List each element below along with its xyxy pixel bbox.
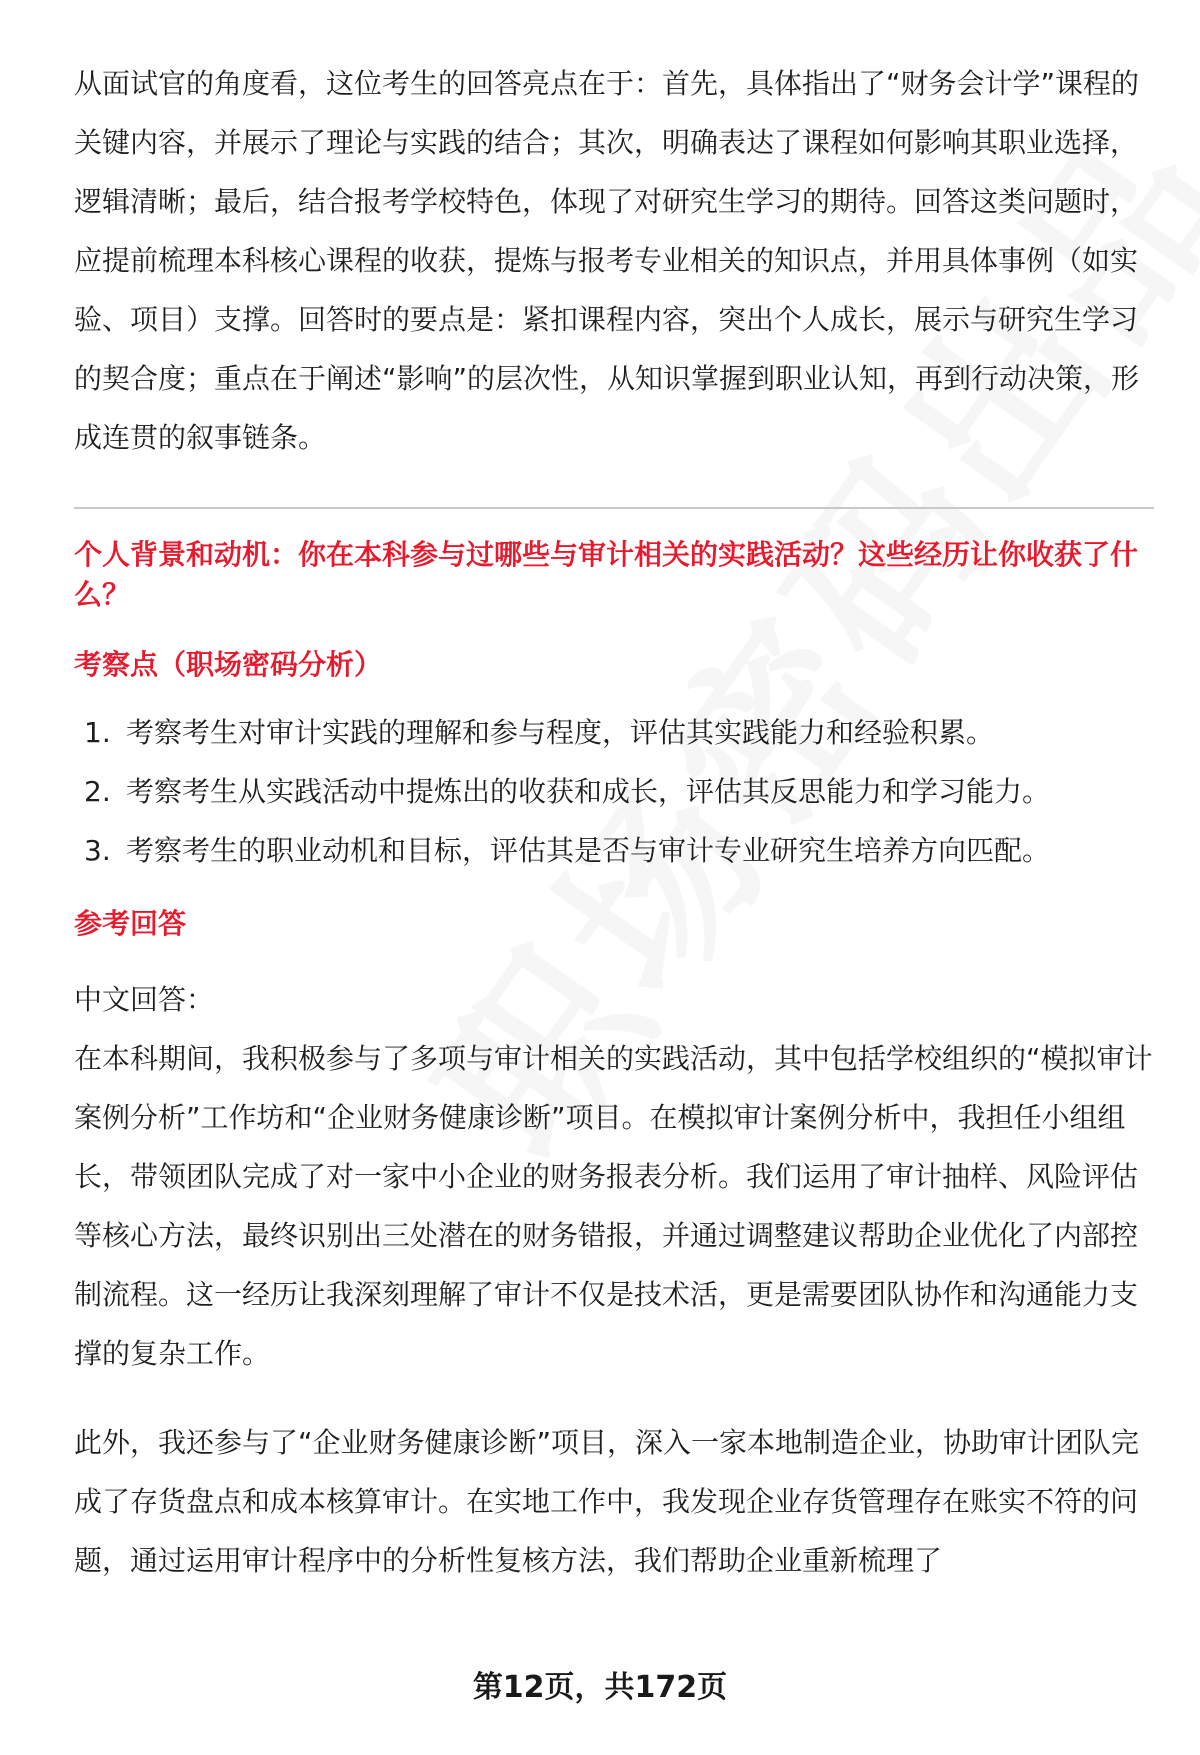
focus-heading: 考察点（职场密码分析） <box>74 648 383 681</box>
list-item-text: 考察考生从实践活动中提炼出的收获和成长，评估其反思能力和学习能力。 <box>126 775 1051 808</box>
answer-heading: 参考回答 <box>74 907 187 940</box>
answer-paragraph-2: 此外，我还参与了“企业财务健康诊断”项目，深入一家本地制造企业，协助审计团队完成了存货盘点和成本核算审计。在实地工作中，我发现企业存货管理存在账实不符的问题，通过运用审计程序中的分析性复核方法，我们帮助企业重新梳理了 <box>74 1426 1140 1577</box>
section-divider <box>74 507 1154 509</box>
answer-label: 中文回答： <box>74 983 215 1016</box>
page-number-footer: 第12页，共172页 <box>472 1670 728 1705</box>
intro-paragraph: 从面试官的角度看，这位考生的回答亮点在于：首先，具体指出了“财务会计学”课程的关键内容，并展示了理论与实践的结合；其次，明确表达了课程如何影响其职业选择，逻辑清晰；最后，结合报考学校特色，体现了对研究生学习的期待。回答这类问题时，应提前梳理本科核心课程的收获，提炼与报考专业相关的知识点，并用具体事例（如实验、项目）支撑。回答时的要点是：紧扣课程内容，突出个人成长，展示与研究生学习的契合度；重点在于阐述“影响”的层次性，从知识掌握到职业认知，再到行动决策，形成连贯的叙事链条。 <box>74 67 1140 454</box>
list-item <box>74 762 1154 821</box>
list-item-number: 1. <box>84 716 111 749</box>
list-item <box>74 703 1154 762</box>
question-title: 个人背景和动机：你在本科参与过哪些与审计相关的实践活动？这些经历让你收获了什么？ <box>74 538 1139 611</box>
document-page <box>74 54 1154 1590</box>
list-item-number: 3. <box>84 834 111 867</box>
focus-list <box>74 703 1154 880</box>
list-item-text: 考察考生的职业动机和目标，评估其是否与审计专业研究生培养方向匹配。 <box>126 834 1051 867</box>
list-item-text: 考察考生对审计实践的理解和参与程度，评估其实践能力和经验积累。 <box>126 716 995 749</box>
answer-paragraph-1: 在本科期间，我积极参与了多项与审计相关的实践活动，其中包括学校组织的“模拟审计案例分析”工作坊和“企业财务健康诊断”项目。在模拟审计案例分析中，我担任小组组长，带领团队完成了对一家中小企业的财务报表分析。我们运用了审计抽样、风险评估等核心方法，最终识别出三处潜在的财务错报，并通过调整建议帮助企业优化了内部控制流程。这一经历让我深刻理解了审计不仅是技术活，更是需要团队协作和沟通能力支撑的复杂工作。 <box>74 1042 1153 1370</box>
list-item <box>74 821 1154 880</box>
list-item-number: 2. <box>84 775 111 808</box>
